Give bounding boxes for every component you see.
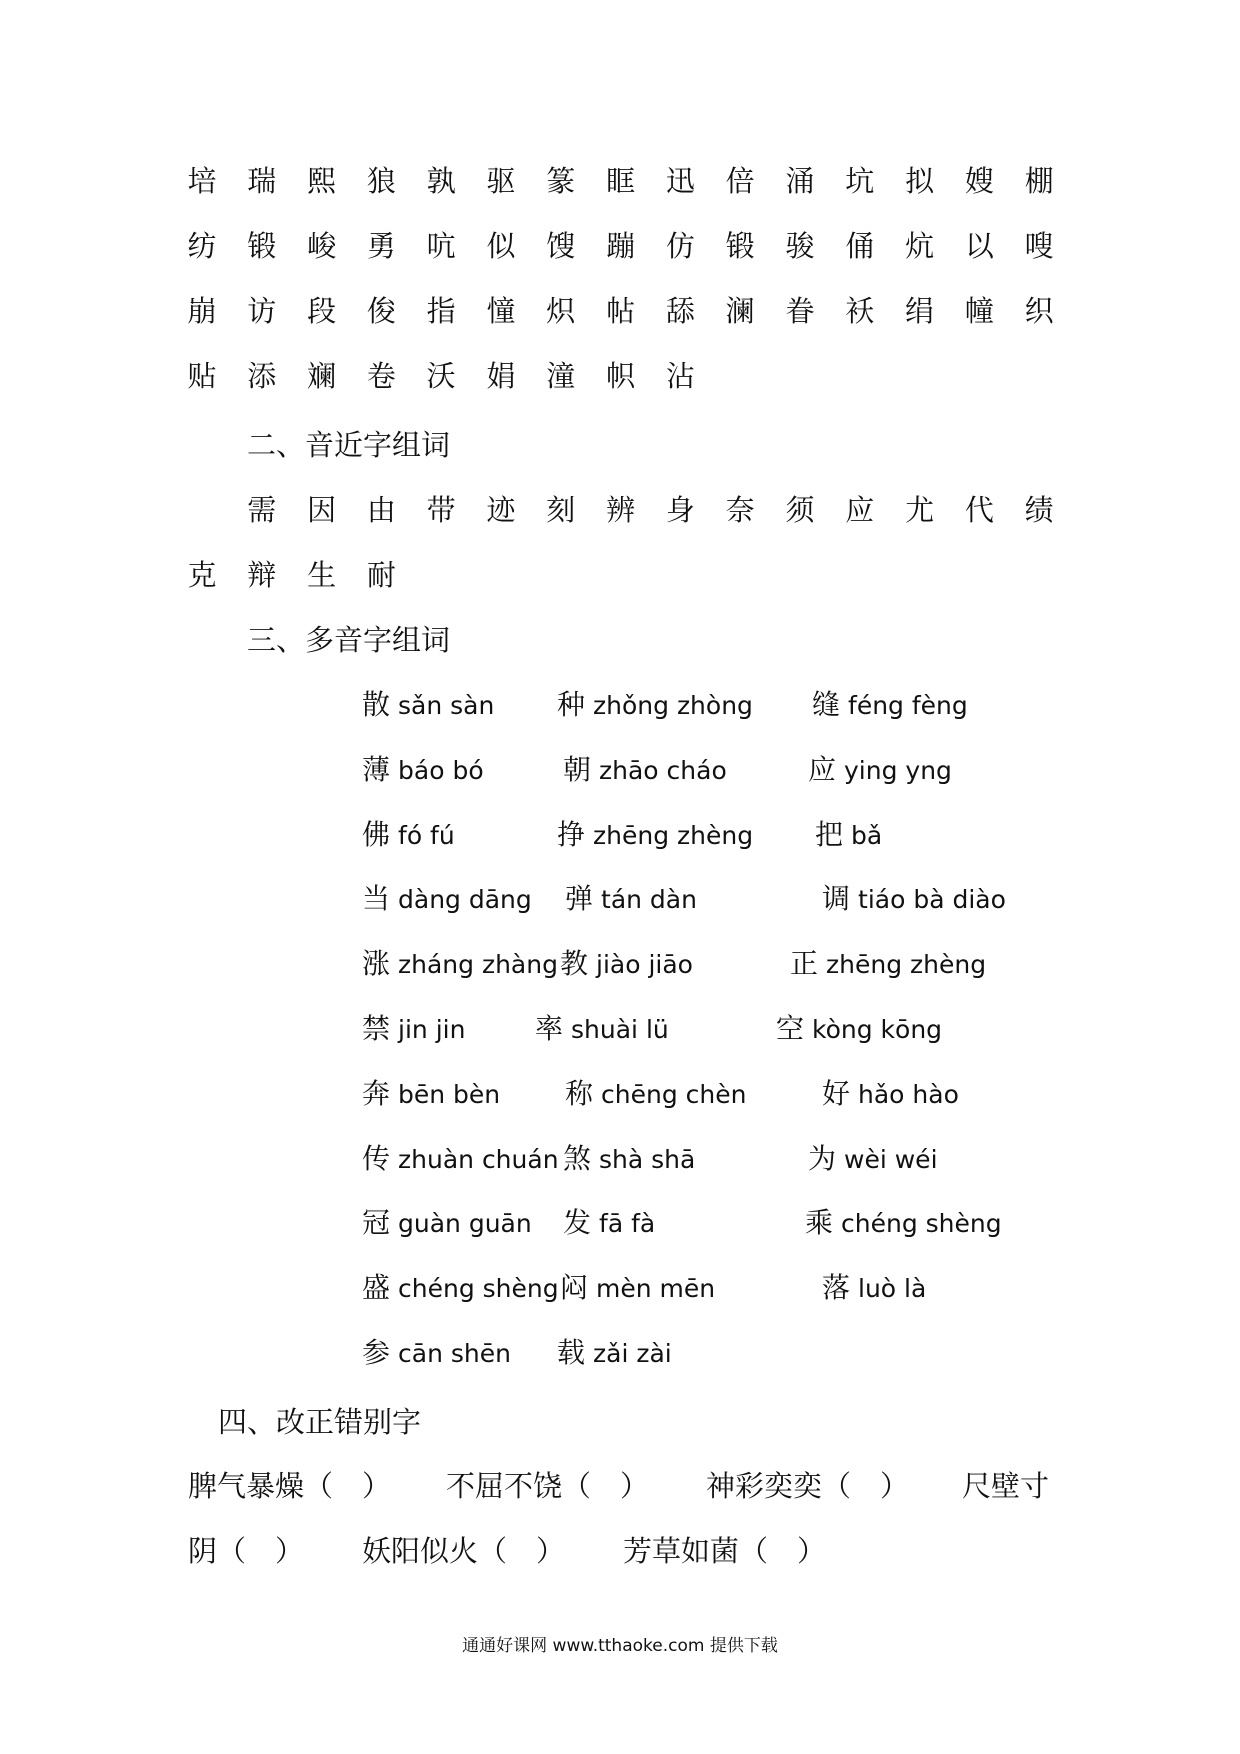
grid-char: 俑 [845, 229, 875, 263]
similar-char: 带 [426, 493, 456, 527]
grid-char: 涌 [785, 164, 815, 198]
grid-char: 嫂 [964, 164, 994, 198]
grid-char: 嗖 [1024, 229, 1054, 263]
grid-char: 骏 [785, 229, 815, 263]
polyphone-item [563, 1139, 695, 1180]
polyphone-pinyin: wèi wéi [844, 1144, 938, 1174]
similar-char: 应 [845, 493, 875, 527]
polyphone-item [805, 1203, 1002, 1244]
polyphone-pinyin: shà shā [599, 1144, 696, 1174]
polyphone-pinyin: bēn bèn [398, 1079, 501, 1109]
polyphone-char: 乘 [805, 1206, 834, 1240]
polyphone-item [790, 944, 986, 985]
grid-char: 瑞 [247, 164, 277, 198]
polyphone-char: 发 [563, 1206, 592, 1240]
grid-char: 孰 [426, 164, 456, 198]
polyphone-item [362, 815, 455, 856]
polyphone-pinyin: mèn mēn [596, 1274, 716, 1304]
polyphone-item [557, 1333, 672, 1374]
grid-char: 炽 [546, 294, 576, 328]
grid-char: 贴 [187, 359, 217, 393]
polyphone-pinyin: chēng chèn [601, 1079, 747, 1109]
grid-char: 驱 [486, 164, 516, 198]
polyphone-char: 散 [362, 688, 391, 721]
polyphone-pinyin: fó fú [398, 820, 455, 850]
grid-char: 袄 [845, 294, 875, 328]
grid-char: 似 [486, 229, 516, 263]
grid-char: 指 [426, 294, 456, 328]
similar-char: 奈 [725, 493, 755, 527]
polyphone-item [822, 879, 1006, 920]
polyphone-char: 涨 [362, 947, 391, 981]
grid-char: 娟 [486, 359, 516, 393]
grid-char: 锻 [247, 229, 277, 263]
polyphone-pinyin: tán dàn [601, 885, 697, 915]
grid-char: 卷 [366, 359, 396, 393]
polyphone-pinyin: hǎo hào [858, 1079, 959, 1109]
polyphone-char: 盛 [362, 1271, 391, 1305]
polyphone-char: 煞 [563, 1141, 592, 1175]
polyphone-pinyin: tiáo bà diào [858, 885, 1006, 915]
polyphone-item [822, 1268, 926, 1309]
grid-char: 帜 [606, 359, 636, 393]
similar-char: 生 [307, 558, 337, 592]
grid-char: 篆 [546, 164, 576, 198]
polyphone-char: 好 [822, 1076, 851, 1110]
polyphone-pinyin: bǎ [851, 820, 883, 850]
polyphone-char: 把 [815, 817, 844, 851]
polyphone-char: 载 [557, 1336, 586, 1369]
polyphone-item [535, 1009, 669, 1050]
polyphone-item [563, 1203, 655, 1244]
polyphone-item [560, 1268, 715, 1309]
polyphone-item [362, 944, 558, 985]
grid-char: 访 [247, 294, 277, 328]
similar-char: 需 [247, 493, 277, 527]
polyphone-char: 应 [808, 752, 837, 786]
similar-char: 克 [187, 558, 217, 592]
polyphone-char: 薄 [362, 752, 391, 786]
grid-char: 绢 [905, 294, 935, 328]
polyphone-item [362, 1333, 511, 1374]
polyphone-item [565, 1074, 746, 1115]
grid-char: 炕 [905, 229, 935, 263]
similar-char: 因 [307, 493, 337, 527]
similar-char: 尤 [905, 493, 935, 527]
similar-char: 刻 [546, 493, 576, 527]
polyphone-item [560, 944, 693, 985]
polyphone-pinyin: zhuàn chuán [398, 1144, 559, 1174]
grid-char: 仿 [665, 229, 695, 263]
polyphone-char: 闷 [560, 1271, 589, 1305]
polyphone-char: 称 [565, 1076, 594, 1110]
grid-char: 狼 [366, 164, 396, 198]
grid-char: 倍 [725, 164, 755, 198]
polyphone-pinyin: kòng kōng [812, 1015, 943, 1044]
polyphone-char: 冠 [362, 1206, 391, 1240]
section-heading-2: 二、音近字组词 [247, 428, 451, 462]
polyphone-item [563, 750, 727, 791]
polyphone-pinyin: jin jin [398, 1015, 466, 1044]
polyphone-char: 调 [822, 882, 851, 916]
similar-char: 身 [665, 493, 695, 527]
polyphone-item [557, 685, 753, 726]
polyphone-item [362, 1203, 532, 1244]
polyphone-pinyin: ying yng [844, 755, 952, 785]
grid-char: 俊 [366, 294, 396, 328]
polyphone-item [557, 815, 753, 856]
grid-char: 培 [187, 164, 217, 198]
correction-item: 妖阳似火（ ） [362, 1534, 566, 1568]
grid-char: 织 [1024, 294, 1054, 328]
similar-char: 由 [366, 493, 396, 527]
polyphone-item [362, 1074, 500, 1115]
polyphone-item [362, 1139, 559, 1180]
grid-char: 崩 [187, 294, 217, 328]
polyphone-char: 正 [790, 947, 819, 981]
grid-char: 纺 [187, 229, 217, 263]
grid-char: 以 [964, 229, 994, 263]
polyphone-item [808, 750, 952, 791]
polyphone-pinyin: sǎn sàn [398, 691, 495, 720]
polyphone-pinyin: guàn guān [398, 1209, 532, 1239]
similar-char: 代 [964, 493, 994, 527]
polyphone-char: 缝 [812, 688, 841, 721]
grid-char: 幢 [964, 294, 994, 328]
similar-char: 耐 [366, 558, 396, 592]
polyphone-item [362, 879, 532, 920]
polyphone-char: 种 [557, 688, 586, 721]
similar-char: 迹 [486, 493, 516, 527]
grid-char: 憧 [486, 294, 516, 328]
grid-char: 勇 [366, 229, 396, 263]
polyphone-item [822, 1074, 959, 1115]
polyphone-char: 传 [362, 1141, 391, 1175]
polyphone-char: 挣 [557, 817, 586, 851]
grid-char: 眶 [606, 164, 636, 198]
grid-char: 斓 [307, 359, 337, 393]
similar-char: 须 [785, 493, 815, 527]
polyphone-item [808, 1139, 938, 1180]
polyphone-pinyin: zǎi zài [593, 1339, 672, 1368]
grid-char: 帖 [606, 294, 636, 328]
polyphone-pinyin: féng fèng [848, 691, 968, 720]
polyphone-char: 朝 [563, 752, 592, 786]
polyphone-char: 当 [362, 882, 391, 916]
grid-char: 拟 [905, 164, 935, 198]
polyphone-pinyin: cān shēn [398, 1339, 511, 1368]
polyphone-item [815, 815, 882, 856]
grid-char: 馊 [546, 229, 576, 263]
grid-char: 迅 [665, 164, 695, 198]
polyphone-pinyin: zhāo cháo [599, 755, 727, 785]
similar-char: 绩 [1024, 493, 1054, 527]
grid-char: 澜 [725, 294, 755, 328]
grid-char: 吭 [426, 229, 456, 263]
section-heading-3: 三、多音字组词 [247, 623, 451, 657]
grid-char: 峻 [307, 229, 337, 263]
correction-item: 脾气暴燥（ ） [188, 1469, 392, 1503]
polyphone-item [362, 685, 494, 726]
similar-char: 辨 [606, 493, 636, 527]
polyphone-char: 奔 [362, 1076, 391, 1110]
correction-item: 不屈不饶（ ） [446, 1469, 650, 1503]
polyphone-char: 落 [822, 1271, 851, 1305]
polyphone-char: 率 [535, 1012, 564, 1045]
grid-char: 舔 [665, 294, 695, 328]
polyphone-pinyin: jiào jiāo [596, 950, 693, 980]
polyphone-char: 空 [776, 1012, 805, 1045]
polyphone-pinyin: zhēng zhèng [826, 950, 987, 980]
grid-char: 棚 [1024, 164, 1054, 198]
correction-item: 神彩奕奕（ ） [706, 1469, 910, 1503]
polyphone-pinyin: zháng zhàng [398, 950, 558, 980]
polyphone-item [362, 1268, 559, 1309]
correction-item: 芳草如菌（ ） [623, 1534, 827, 1568]
polyphone-char: 参 [362, 1336, 391, 1369]
polyphone-pinyin: chéng shèng [398, 1274, 559, 1304]
polyphone-pinyin: báo bó [398, 755, 484, 785]
polyphone-char: 为 [808, 1141, 837, 1175]
polyphone-pinyin: dàng dāng [398, 885, 532, 915]
similar-char: 辩 [247, 558, 277, 592]
grid-char: 段 [307, 294, 337, 328]
polyphone-item [812, 685, 968, 726]
polyphone-char: 禁 [362, 1012, 391, 1045]
grid-char: 蹦 [606, 229, 636, 263]
correction-item: 阴（ ） [188, 1534, 305, 1568]
polyphone-char: 教 [560, 947, 589, 981]
polyphone-char: 弹 [565, 882, 594, 916]
polyphone-item [362, 750, 484, 791]
correction-item: 尺壁寸 [962, 1469, 1050, 1503]
grid-char: 沃 [426, 359, 456, 393]
polyphone-char: 佛 [362, 817, 391, 851]
page-footer: 通通好课网 www.tthaoke.com 提供下载 [462, 1636, 778, 1656]
polyphone-pinyin: zhǒng zhòng [593, 691, 753, 720]
section-heading-4: 四、改正错别字 [218, 1405, 422, 1439]
grid-char: 添 [247, 359, 277, 393]
polyphone-pinyin: fā fà [599, 1209, 656, 1239]
grid-char: 熙 [307, 164, 337, 198]
polyphone-pinyin: shuài lü [571, 1015, 669, 1044]
polyphone-pinyin: luò là [858, 1274, 927, 1304]
polyphone-pinyin: chéng shèng [841, 1209, 1002, 1239]
polyphone-item [362, 1009, 465, 1050]
grid-char: 沾 [665, 359, 695, 393]
polyphone-item [565, 879, 697, 920]
polyphone-item [776, 1009, 942, 1050]
grid-char: 锻 [725, 229, 755, 263]
polyphone-pinyin: zhēng zhèng [593, 820, 754, 850]
grid-char: 眷 [785, 294, 815, 328]
grid-char: 潼 [546, 359, 576, 393]
grid-char: 坑 [845, 164, 875, 198]
